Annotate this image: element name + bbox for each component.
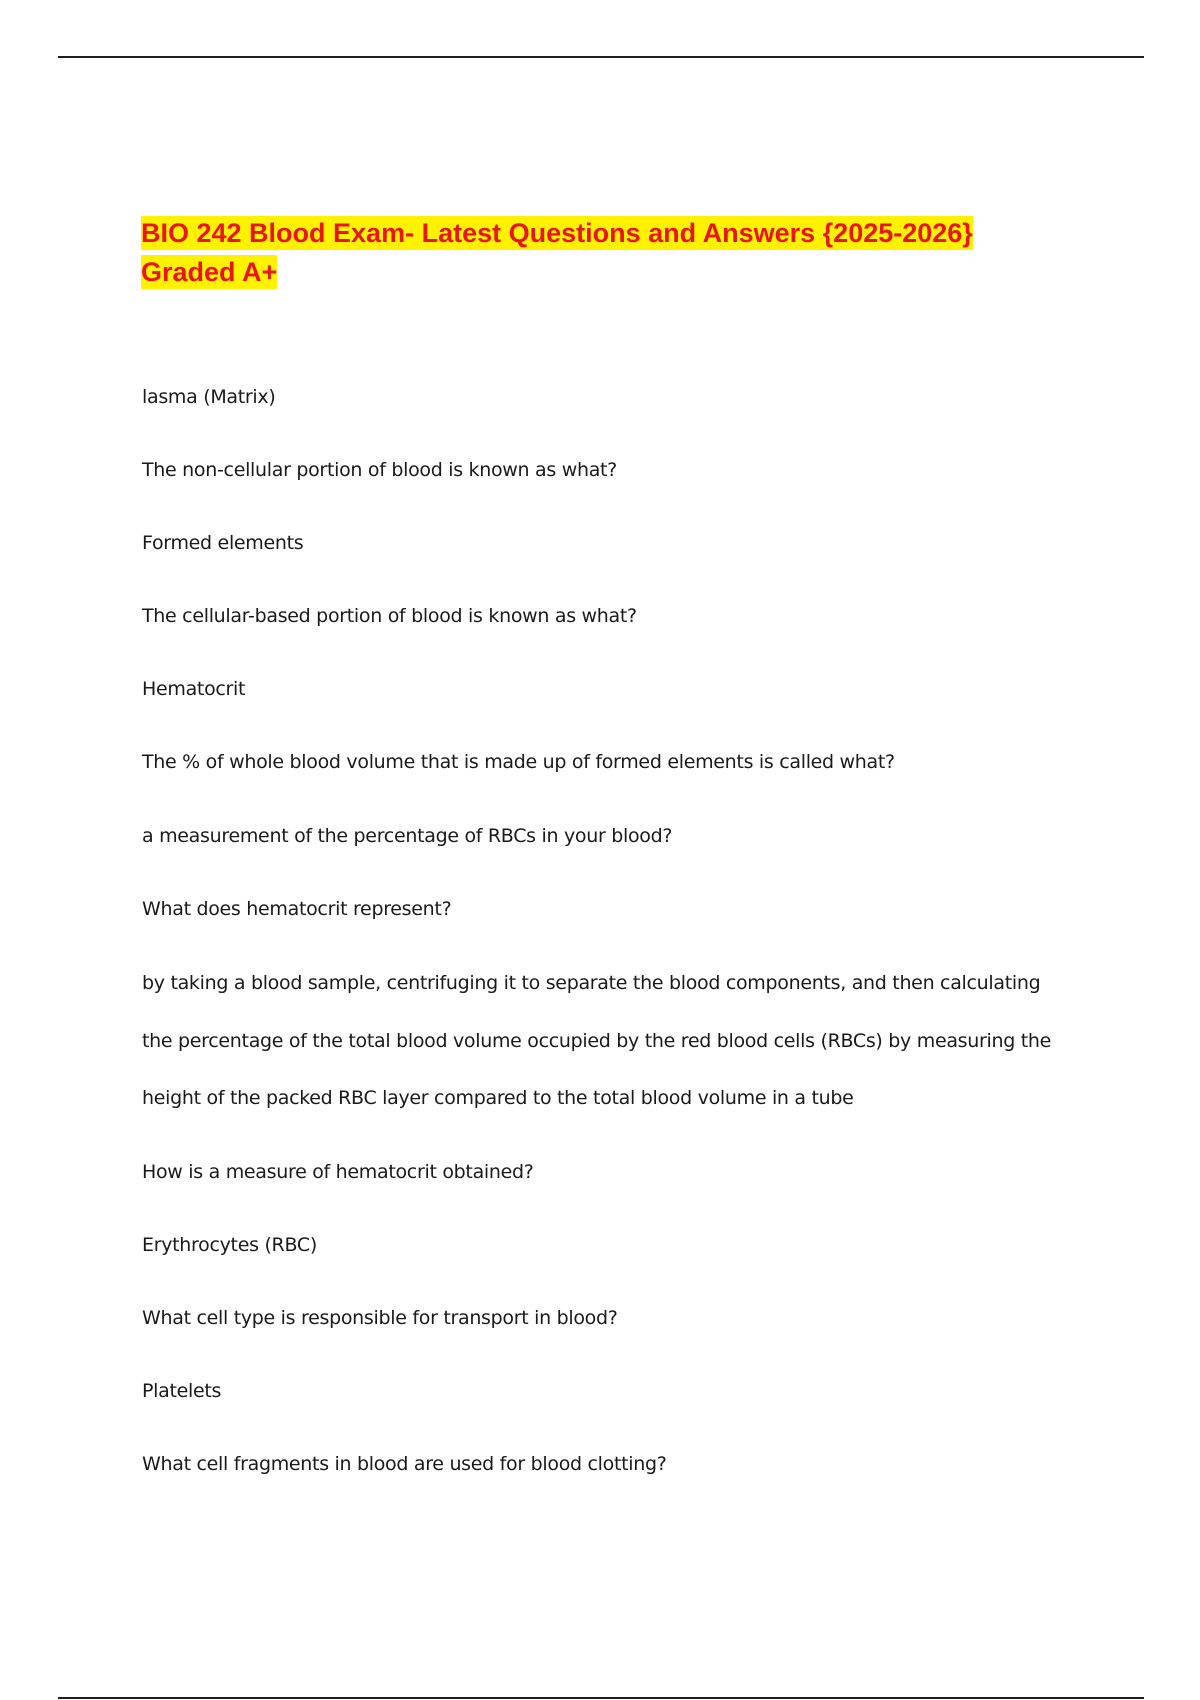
answer-text: a measurement of the percentage of RBCs in your blood? [142, 825, 673, 847]
footer-rule [58, 1697, 1144, 1699]
question-text: The % of whole blood volume that is made up of formed elements is called what? [142, 751, 895, 773]
answer-text: Formed elements [142, 532, 304, 554]
question-text: What cell fragments in blood are used for blood clotting? [142, 1453, 667, 1475]
question-text: What cell type is responsible for transport in blood? [142, 1307, 618, 1329]
question-text: What does hematocrit represent? [142, 898, 452, 920]
title-highlight: BIO 242 Blood Exam- Latest Questions and Answers {2025-2026} Graded A+ [141, 218, 973, 287]
question-text: The non-cellular portion of blood is known as what? [142, 459, 617, 481]
answer-text: Hematocrit [142, 678, 246, 700]
answer-text: by taking a blood sample, centrifuging it to separate the blood components, and then calculating the percentage of the total blood volume occupied by the red blood cells (RBCs) by measuring the height of the packed RBC layer compared to the total blood volume in a tube [142, 972, 1052, 1109]
question-text: The cellular-based portion of blood is known as what? [142, 605, 637, 627]
answer-text: Platelets [142, 1380, 222, 1402]
document-title [141, 214, 1061, 292]
answer-text: Erythrocytes (RBC) [142, 1234, 317, 1256]
question-text: How is a measure of hematocrit obtained? [142, 1161, 534, 1183]
header-rule [58, 56, 1144, 58]
answer-text: lasma (Matrix) [142, 386, 276, 408]
